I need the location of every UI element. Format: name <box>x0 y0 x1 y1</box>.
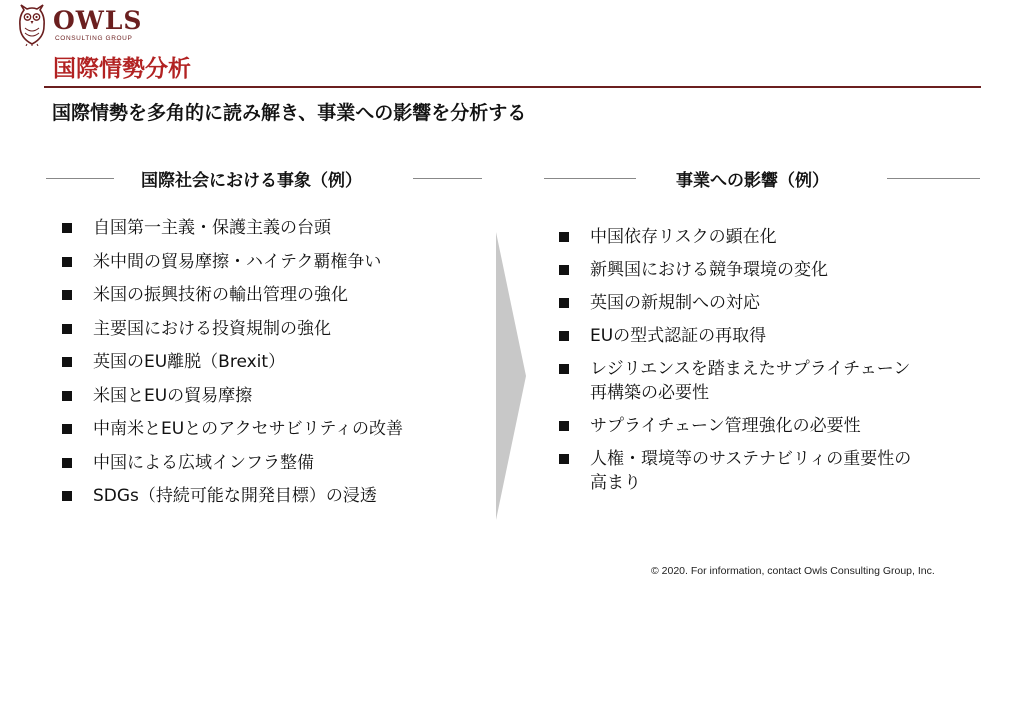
square-bullet-icon <box>559 331 569 341</box>
square-bullet-icon <box>62 357 72 367</box>
page-subtitle: 国際情勢を多角的に読み解き、事業への影響を分析する <box>52 102 527 124</box>
list-item: 新興国における競争環境の変化 <box>559 258 911 282</box>
logo-subtitle: CONSULTING GROUP <box>55 35 133 42</box>
list-item: 主要国における投資規制の強化 <box>62 317 403 341</box>
square-bullet-icon <box>559 298 569 308</box>
copyright-footer: © 2020. For information, contact Owls Consulting Group, Inc. <box>651 565 935 577</box>
left-heading-rule-right <box>413 178 482 179</box>
square-bullet-icon <box>62 324 72 334</box>
square-bullet-icon <box>62 391 72 401</box>
right-item-list <box>559 225 911 504</box>
list-item: 中国による広域インフラ整備 <box>62 451 403 475</box>
left-item-list <box>62 216 403 518</box>
square-bullet-icon <box>62 424 72 434</box>
right-heading-rule-right <box>887 178 980 179</box>
list-item: 英国の新規制への対応 <box>559 291 911 315</box>
list-item: 人権・環境等のサステナビリィの重要性の 高まり <box>559 447 911 495</box>
company-logo <box>14 4 154 48</box>
list-item: 米国の振興技術の輸出管理の強化 <box>62 283 403 307</box>
list-item: 中国依存リスクの顕在化 <box>559 225 911 249</box>
square-bullet-icon <box>62 257 72 267</box>
list-item: EUの型式認証の再取得 <box>559 324 911 348</box>
left-column-heading: 国際社会における事象（例） <box>141 171 362 191</box>
square-bullet-icon <box>62 290 72 300</box>
square-bullet-icon <box>62 491 72 501</box>
square-bullet-icon <box>559 454 569 464</box>
list-item: 自国第一主義・保護主義の台頭 <box>62 216 403 240</box>
list-item: サプライチェーン管理強化の必要性 <box>559 414 911 438</box>
square-bullet-icon <box>559 364 569 374</box>
square-bullet-icon <box>559 265 569 275</box>
square-bullet-icon <box>62 458 72 468</box>
list-item: 米国とEUの貿易摩擦 <box>62 384 403 408</box>
title-divider <box>44 86 981 88</box>
square-bullet-icon <box>559 421 569 431</box>
left-heading-rule-left <box>46 178 114 179</box>
list-item: 英国のEU離脱（Brexit） <box>62 350 403 374</box>
owl-icon <box>14 4 50 46</box>
right-column-heading: 事業への影響（例） <box>676 171 829 191</box>
right-heading-rule-left <box>544 178 636 179</box>
list-item: 米中間の貿易摩擦・ハイテク覇権争い <box>62 250 403 274</box>
chevron-right-icon <box>496 232 526 520</box>
page-title: 国際情勢分析 <box>53 56 191 82</box>
square-bullet-icon <box>62 223 72 233</box>
list-item: SDGs（持続可能な開発目標）の浸透 <box>62 484 403 508</box>
list-item: 中南米とEUとのアクセサビリティの改善 <box>62 417 403 441</box>
logo-wordmark: OWLS <box>53 6 143 35</box>
list-item: レジリエンスを踏まえたサプライチェーン 再構築の必要性 <box>559 357 911 405</box>
square-bullet-icon <box>559 232 569 242</box>
